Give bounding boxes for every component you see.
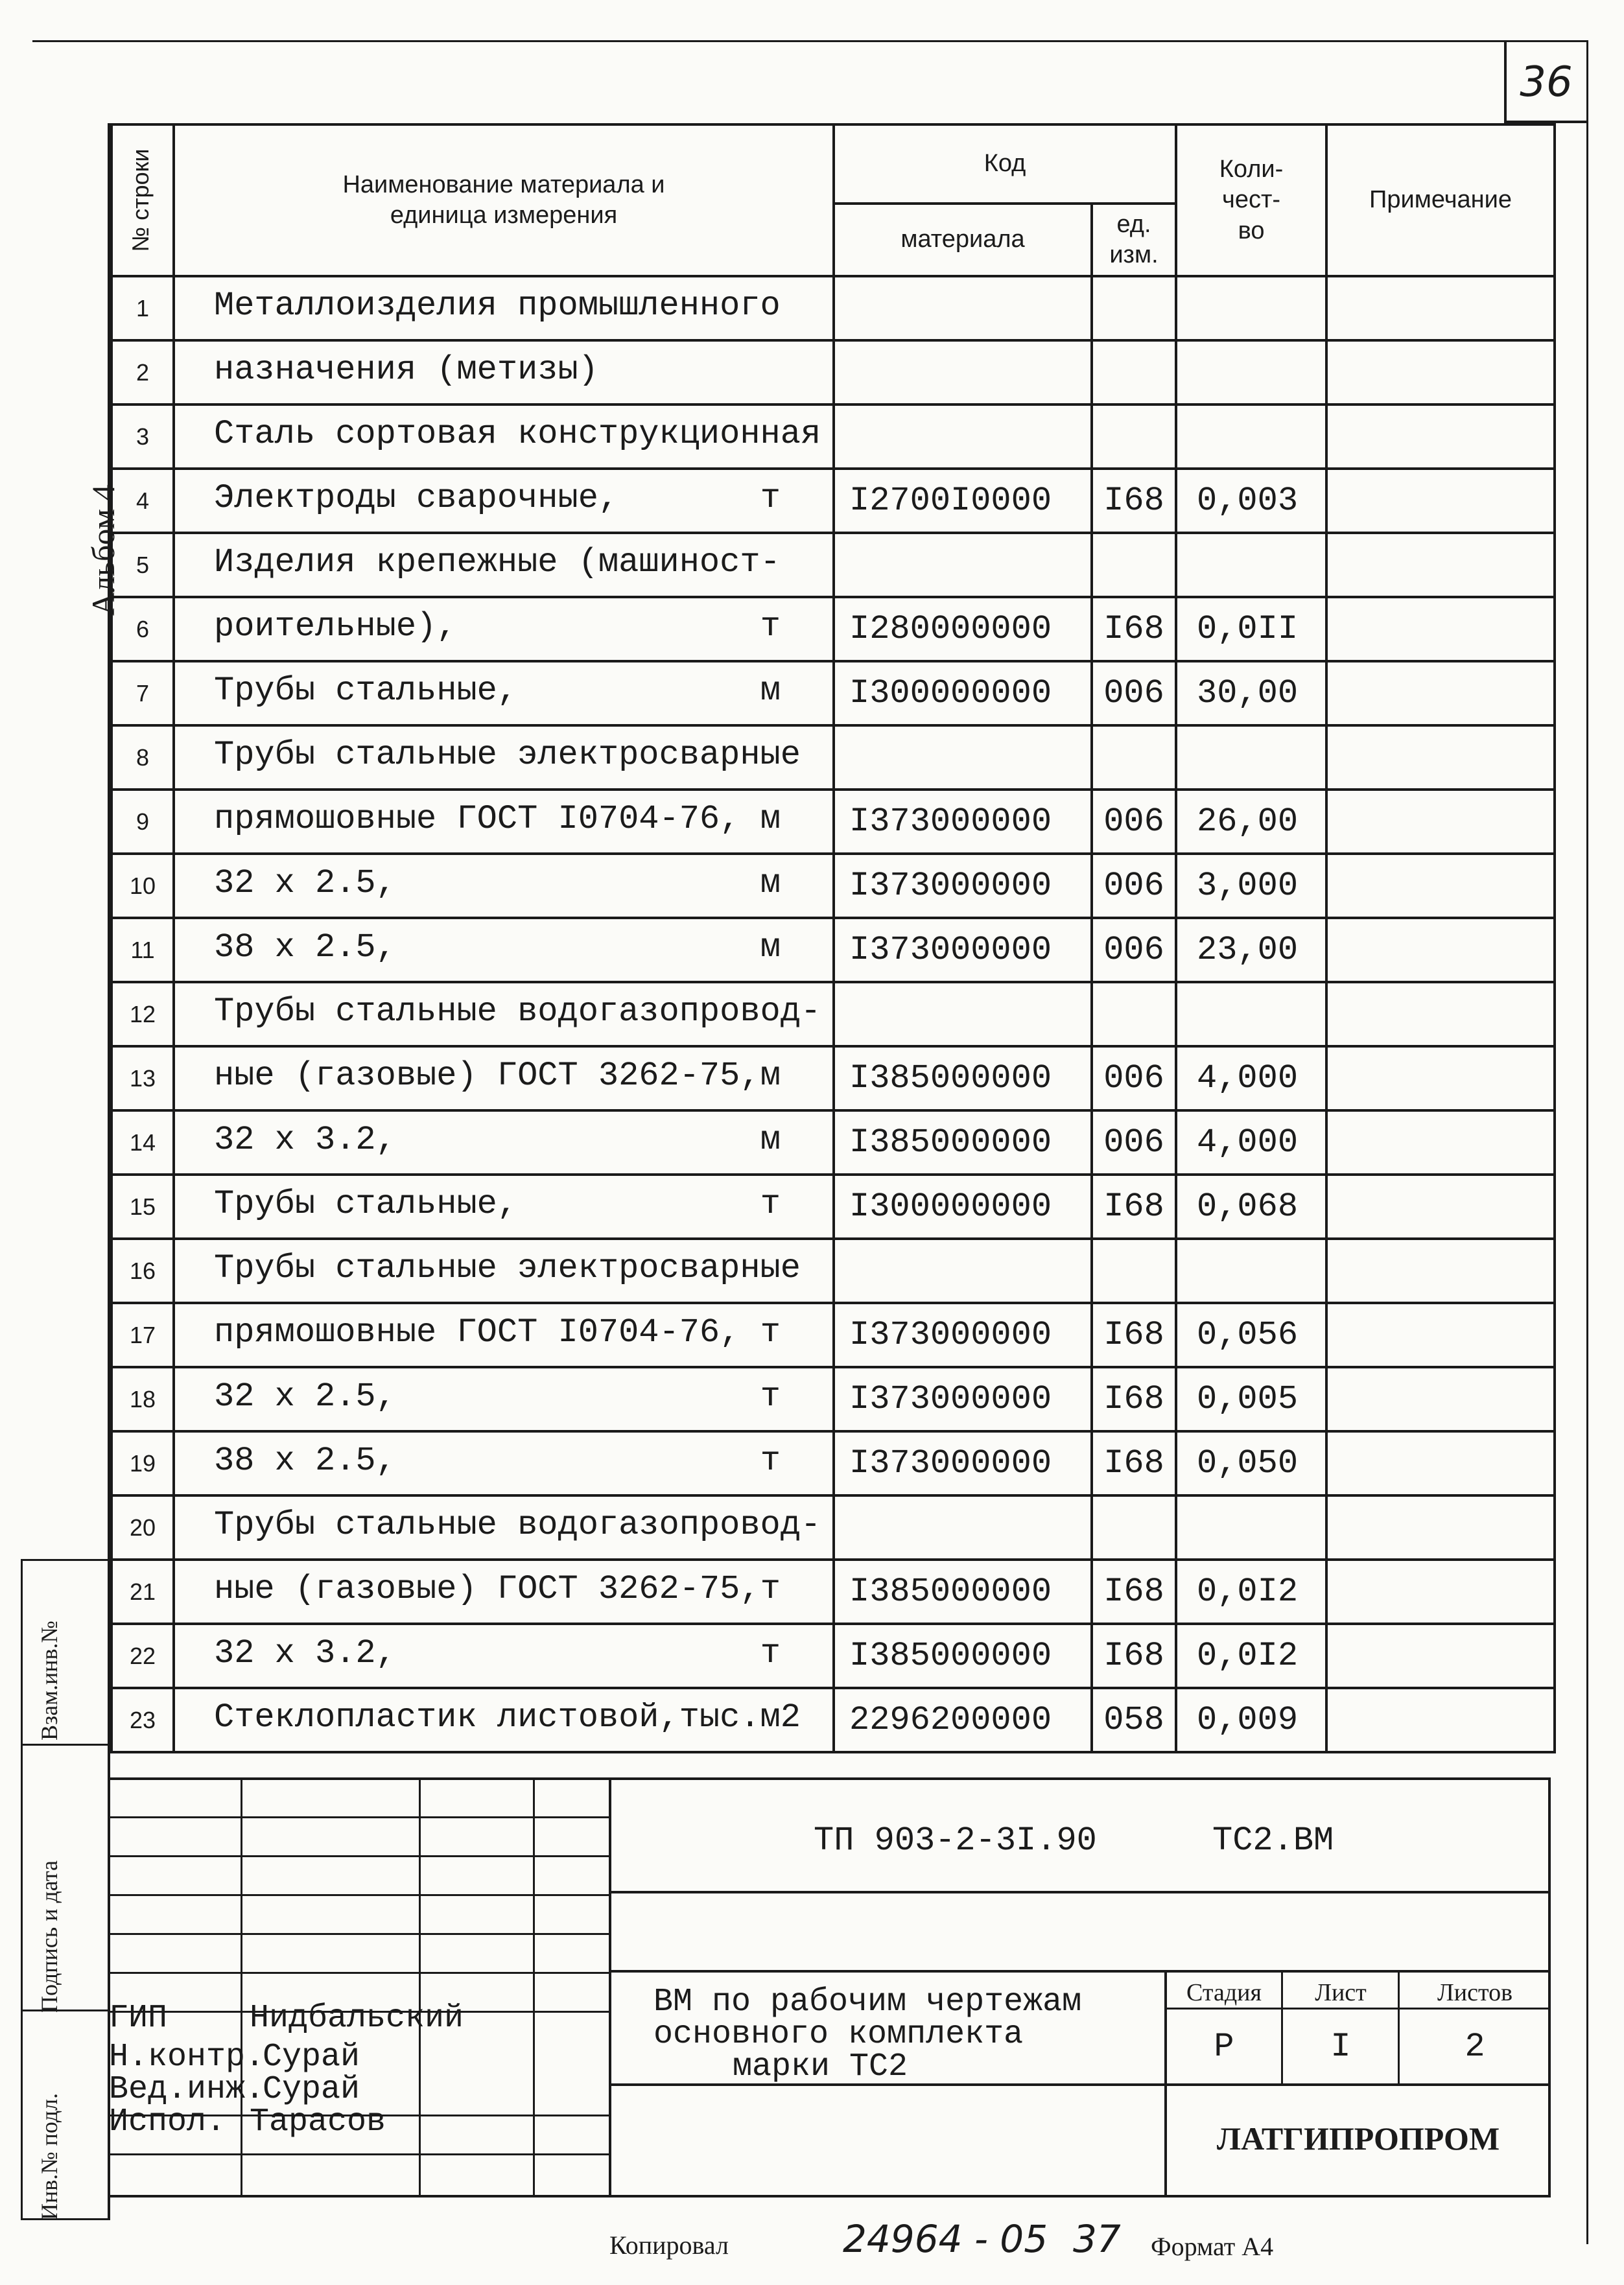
header-code-material: материала xyxy=(834,204,1092,276)
material-code: I300000000 xyxy=(834,1175,1092,1239)
sheets-label: Листов xyxy=(1437,1979,1513,2006)
material-name-cell xyxy=(174,918,834,982)
row-number: 12 xyxy=(112,982,174,1046)
header-name: Наименование материала и единица измерения xyxy=(174,124,834,276)
note xyxy=(1326,1175,1555,1239)
material-name: назначения (метизы) xyxy=(214,351,598,389)
material-name: Трубы стальные водогазопровод- xyxy=(214,992,821,1031)
frame-right-line xyxy=(1586,40,1588,2244)
material-name-cell xyxy=(174,404,834,469)
material-name-cell xyxy=(174,1431,834,1495)
material-code xyxy=(834,404,1092,469)
material-name: Трубы стальные, xyxy=(214,672,518,710)
material-code: I300000000 xyxy=(834,661,1092,725)
material-name: 32 x 3.2, xyxy=(214,1634,396,1672)
table-row xyxy=(112,1367,1555,1431)
material-code xyxy=(834,1495,1092,1560)
album-label: Альбом 4 xyxy=(85,484,121,616)
row-number: 10 xyxy=(112,854,174,918)
material-name: Электроды сварочные, xyxy=(214,479,619,517)
material-name: прямошовные ГОСТ I0704-76, xyxy=(214,1313,740,1352)
material-code: I2700I0000 xyxy=(834,469,1092,533)
material-code: I385000000 xyxy=(834,1110,1092,1175)
material-code: I385000000 xyxy=(834,1560,1092,1624)
row-number: 14 xyxy=(112,1110,174,1175)
table-row xyxy=(112,1239,1555,1303)
sig-role-2: Н.контр. xyxy=(109,2039,265,2076)
table-row xyxy=(112,1495,1555,1560)
material-code: I373000000 xyxy=(834,790,1092,854)
table-row xyxy=(112,918,1555,982)
sig-name-2: Сурай xyxy=(263,2039,360,2076)
material-name-cell xyxy=(174,469,834,533)
sig-role-3: Вед.инж. xyxy=(109,2071,265,2108)
unit-code xyxy=(1092,725,1176,790)
row-number: 19 xyxy=(112,1431,174,1495)
quantity: 0,0I2 xyxy=(1176,1624,1326,1688)
material-name: ные (газовые) ГОСТ 3262-75, xyxy=(214,1570,760,1608)
material-unit: м xyxy=(760,928,781,967)
unit-code: 058 xyxy=(1092,1688,1176,1752)
quantity xyxy=(1176,1495,1326,1560)
quantity: 0,003 xyxy=(1176,469,1326,533)
stage-label: Стадия xyxy=(1186,1979,1262,2006)
unit-code: 006 xyxy=(1092,790,1176,854)
material-name-cell xyxy=(174,1688,834,1752)
note xyxy=(1326,469,1555,533)
stage-value: Р xyxy=(1214,2028,1234,2066)
material-name: Металлоизделия промышленного xyxy=(214,287,781,325)
material-name-cell xyxy=(174,725,834,790)
unit-code xyxy=(1092,340,1176,404)
row-number: 7 xyxy=(112,661,174,725)
material-name-cell xyxy=(174,1367,834,1431)
sig-role-1: ГИП xyxy=(109,2000,168,2037)
side-label-vzam: Взам.инв.№ xyxy=(36,1621,62,1740)
note xyxy=(1326,1046,1555,1110)
material-name-cell xyxy=(174,276,834,340)
material-unit: м xyxy=(760,800,781,838)
row-number: 4 xyxy=(112,469,174,533)
quantity xyxy=(1176,404,1326,469)
row-number: 11 xyxy=(112,918,174,982)
material-unit: т xyxy=(760,1634,781,1672)
note xyxy=(1326,1239,1555,1303)
note xyxy=(1326,661,1555,725)
table-row xyxy=(112,1110,1555,1175)
row-number: 22 xyxy=(112,1624,174,1688)
unit-code: I68 xyxy=(1092,1303,1176,1367)
row-number: 21 xyxy=(112,1560,174,1624)
table-row xyxy=(112,469,1555,533)
handwritten-number: 24964 - 05 xyxy=(843,2217,1048,2261)
note xyxy=(1326,1367,1555,1431)
header-quantity: Коли-чест-во xyxy=(1176,124,1326,276)
quantity: 26,00 xyxy=(1176,790,1326,854)
material-name: 32 x 2.5, xyxy=(214,864,396,902)
material-name: Трубы стальные электросварные xyxy=(214,736,801,774)
unit-code: 006 xyxy=(1092,1110,1176,1175)
quantity: 3,000 xyxy=(1176,854,1326,918)
unit-code xyxy=(1092,982,1176,1046)
header-code-unit: ед. изм. xyxy=(1092,204,1176,276)
row-number: 15 xyxy=(112,1175,174,1239)
material-unit: м xyxy=(760,1057,781,1095)
doc-mark: ТС2.ВМ xyxy=(1212,1822,1334,1860)
material-code: I373000000 xyxy=(834,854,1092,918)
header-code: Код xyxy=(834,124,1176,204)
material-name: 38 x 2.5, xyxy=(214,928,396,967)
unit-code: 006 xyxy=(1092,1046,1176,1110)
sig-name-1: Нидбальский xyxy=(250,2000,464,2037)
material-code xyxy=(834,982,1092,1046)
material-name-cell xyxy=(174,790,834,854)
material-name-cell xyxy=(174,982,834,1046)
table-row xyxy=(112,1560,1555,1624)
row-number: 17 xyxy=(112,1303,174,1367)
row-number: 3 xyxy=(112,404,174,469)
note xyxy=(1326,1560,1555,1624)
material-name: роительные), xyxy=(214,607,457,646)
material-name-cell xyxy=(174,1175,834,1239)
table-row xyxy=(112,1431,1555,1495)
material-unit: м xyxy=(760,1121,781,1159)
unit-code xyxy=(1092,404,1176,469)
table-row xyxy=(112,340,1555,404)
quantity: 0,0I2 xyxy=(1176,1560,1326,1624)
header-row-no: № строки xyxy=(112,124,174,276)
quantity: 0,0II xyxy=(1176,597,1326,661)
note xyxy=(1326,340,1555,404)
material-code xyxy=(834,725,1092,790)
side-label-podpis: Подпись и дата xyxy=(36,1860,62,2013)
row-number: 5 xyxy=(112,533,174,597)
material-name: Трубы стальные водогазопровод- xyxy=(214,1506,821,1544)
sig-name-3: Сурай xyxy=(263,2071,360,2108)
material-name-cell xyxy=(174,1110,834,1175)
material-name: Трубы стальные, xyxy=(214,1185,518,1223)
unit-code: I68 xyxy=(1092,1175,1176,1239)
material-name-cell xyxy=(174,597,834,661)
materials-table xyxy=(110,123,1556,1753)
unit-code: I68 xyxy=(1092,1624,1176,1688)
quantity: 0,050 xyxy=(1176,1431,1326,1495)
material-name: Трубы стальные электросварные xyxy=(214,1249,801,1287)
material-name-cell xyxy=(174,1239,834,1303)
quantity: 0,056 xyxy=(1176,1303,1326,1367)
quantity xyxy=(1176,982,1326,1046)
material-unit: т xyxy=(760,1185,781,1223)
quantity xyxy=(1176,340,1326,404)
note xyxy=(1326,1624,1555,1688)
unit-code: I68 xyxy=(1092,469,1176,533)
material-code: I373000000 xyxy=(834,1303,1092,1367)
material-name-cell xyxy=(174,854,834,918)
quantity: 4,000 xyxy=(1176,1046,1326,1110)
material-code: I373000000 xyxy=(834,918,1092,982)
unit-code: 006 xyxy=(1092,661,1176,725)
sheets-value: 2 xyxy=(1465,2028,1485,2066)
table-row xyxy=(112,597,1555,661)
table-row xyxy=(112,725,1555,790)
quantity xyxy=(1176,1239,1326,1303)
row-number: 16 xyxy=(112,1239,174,1303)
doc-title-line3: марки ТС2 xyxy=(733,2048,908,2085)
material-name: Изделия крепежные (машиност- xyxy=(214,543,781,581)
row-number: 13 xyxy=(112,1046,174,1110)
header-note: Примечание xyxy=(1326,124,1555,276)
sheet-value: I xyxy=(1330,2028,1351,2066)
table-row xyxy=(112,276,1555,340)
table-row xyxy=(112,1046,1555,1110)
quantity: 23,00 xyxy=(1176,918,1326,982)
material-name: 32 x 2.5, xyxy=(214,1377,396,1416)
table-row xyxy=(112,982,1555,1046)
material-name-cell xyxy=(174,1560,834,1624)
quantity xyxy=(1176,725,1326,790)
table-row xyxy=(112,1175,1555,1239)
row-number: 1 xyxy=(112,276,174,340)
material-name: Стеклопластик листовой,тыс.м2 xyxy=(214,1698,801,1737)
material-code: I373000000 xyxy=(834,1431,1092,1495)
material-code xyxy=(834,533,1092,597)
material-code xyxy=(834,340,1092,404)
side-label-inv: Инв.№ подл. xyxy=(36,2092,62,2220)
unit-code: I68 xyxy=(1092,1367,1176,1431)
quantity: 30,00 xyxy=(1176,661,1326,725)
material-name: 38 x 2.5, xyxy=(214,1442,396,1480)
material-unit: т xyxy=(760,607,781,646)
note xyxy=(1326,404,1555,469)
unit-code xyxy=(1092,533,1176,597)
note xyxy=(1326,1110,1555,1175)
quantity: 4,000 xyxy=(1176,1110,1326,1175)
material-name-cell xyxy=(174,340,834,404)
doc-title-line2: основного комплекта xyxy=(653,2016,1024,2053)
sig-role-4: Испол. xyxy=(109,2103,226,2140)
quantity: 0,005 xyxy=(1176,1367,1326,1431)
material-name: ные (газовые) ГОСТ 3262-75, xyxy=(214,1057,760,1095)
material-unit: м xyxy=(760,672,781,710)
table-row xyxy=(112,854,1555,918)
material-unit: м xyxy=(760,864,781,902)
table-row xyxy=(112,404,1555,469)
material-name-cell xyxy=(174,1624,834,1688)
material-code: I385000000 xyxy=(834,1624,1092,1688)
unit-code xyxy=(1092,1495,1176,1560)
unit-code: 006 xyxy=(1092,854,1176,918)
note xyxy=(1326,533,1555,597)
note xyxy=(1326,790,1555,854)
row-number: 9 xyxy=(112,790,174,854)
doc-title-line1: ВМ по рабочим чертежам xyxy=(653,1984,1082,2021)
row-number: 6 xyxy=(112,597,174,661)
material-code: I280000000 xyxy=(834,597,1092,661)
handwritten-page: 37 xyxy=(1073,2217,1121,2261)
quantity xyxy=(1176,533,1326,597)
quantity xyxy=(1176,276,1326,340)
unit-code: I68 xyxy=(1092,1560,1176,1624)
material-unit: т xyxy=(760,1377,781,1416)
material-name-cell xyxy=(174,1046,834,1110)
material-name-cell xyxy=(174,1495,834,1560)
material-name-cell xyxy=(174,1303,834,1367)
row-number: 8 xyxy=(112,725,174,790)
note xyxy=(1326,918,1555,982)
note xyxy=(1326,276,1555,340)
unit-code xyxy=(1092,1239,1176,1303)
material-code: 2296200000 xyxy=(834,1688,1092,1752)
table-row xyxy=(112,790,1555,854)
table-row xyxy=(112,1303,1555,1367)
row-number: 2 xyxy=(112,340,174,404)
sheet-number: 36 xyxy=(1520,58,1573,106)
material-name-cell xyxy=(174,661,834,725)
quantity: 0,068 xyxy=(1176,1175,1326,1239)
note xyxy=(1326,1431,1555,1495)
material-name: 32 x 3.2, xyxy=(214,1121,396,1159)
table-row xyxy=(112,1624,1555,1688)
unit-code: I68 xyxy=(1092,597,1176,661)
side-strip-outer xyxy=(21,1559,23,2220)
note xyxy=(1326,1688,1555,1752)
material-name: Сталь сортовая конструкционная xyxy=(214,415,821,453)
material-code: I373000000 xyxy=(834,1367,1092,1431)
doc-code: ТП 903-2-3I.90 xyxy=(814,1822,1097,1860)
material-unit: т xyxy=(760,1570,781,1608)
table-row xyxy=(112,661,1555,725)
row-number: 23 xyxy=(112,1688,174,1752)
note xyxy=(1326,1495,1555,1560)
row-number: 18 xyxy=(112,1367,174,1431)
table-row xyxy=(112,533,1555,597)
material-unit: т xyxy=(760,479,781,517)
material-code: I385000000 xyxy=(834,1046,1092,1110)
sheet-number-box-left xyxy=(1504,40,1507,122)
row-number: 20 xyxy=(112,1495,174,1560)
frame-top-line xyxy=(32,40,1588,42)
organization-name: ЛАТГИПРОПРОМ xyxy=(1216,2120,1500,2157)
material-unit: т xyxy=(760,1313,781,1352)
table-row xyxy=(112,1688,1555,1752)
sig-name-4: Тарасов xyxy=(250,2103,386,2140)
unit-code: 006 xyxy=(1092,918,1176,982)
format-label: Формат А4 xyxy=(1151,2232,1274,2261)
material-name-cell xyxy=(174,533,834,597)
quantity: 0,009 xyxy=(1176,1688,1326,1752)
unit-code xyxy=(1092,276,1176,340)
note xyxy=(1326,982,1555,1046)
material-code xyxy=(834,276,1092,340)
note xyxy=(1326,597,1555,661)
copied-label: Копировал xyxy=(609,2231,729,2260)
unit-code: I68 xyxy=(1092,1431,1176,1495)
material-unit: т xyxy=(760,1442,781,1480)
material-code xyxy=(834,1239,1092,1303)
note xyxy=(1326,1303,1555,1367)
note xyxy=(1326,854,1555,918)
note xyxy=(1326,725,1555,790)
material-name: прямошовные ГОСТ I0704-76, xyxy=(214,800,740,838)
sheet-label: Лист xyxy=(1315,1979,1367,2006)
